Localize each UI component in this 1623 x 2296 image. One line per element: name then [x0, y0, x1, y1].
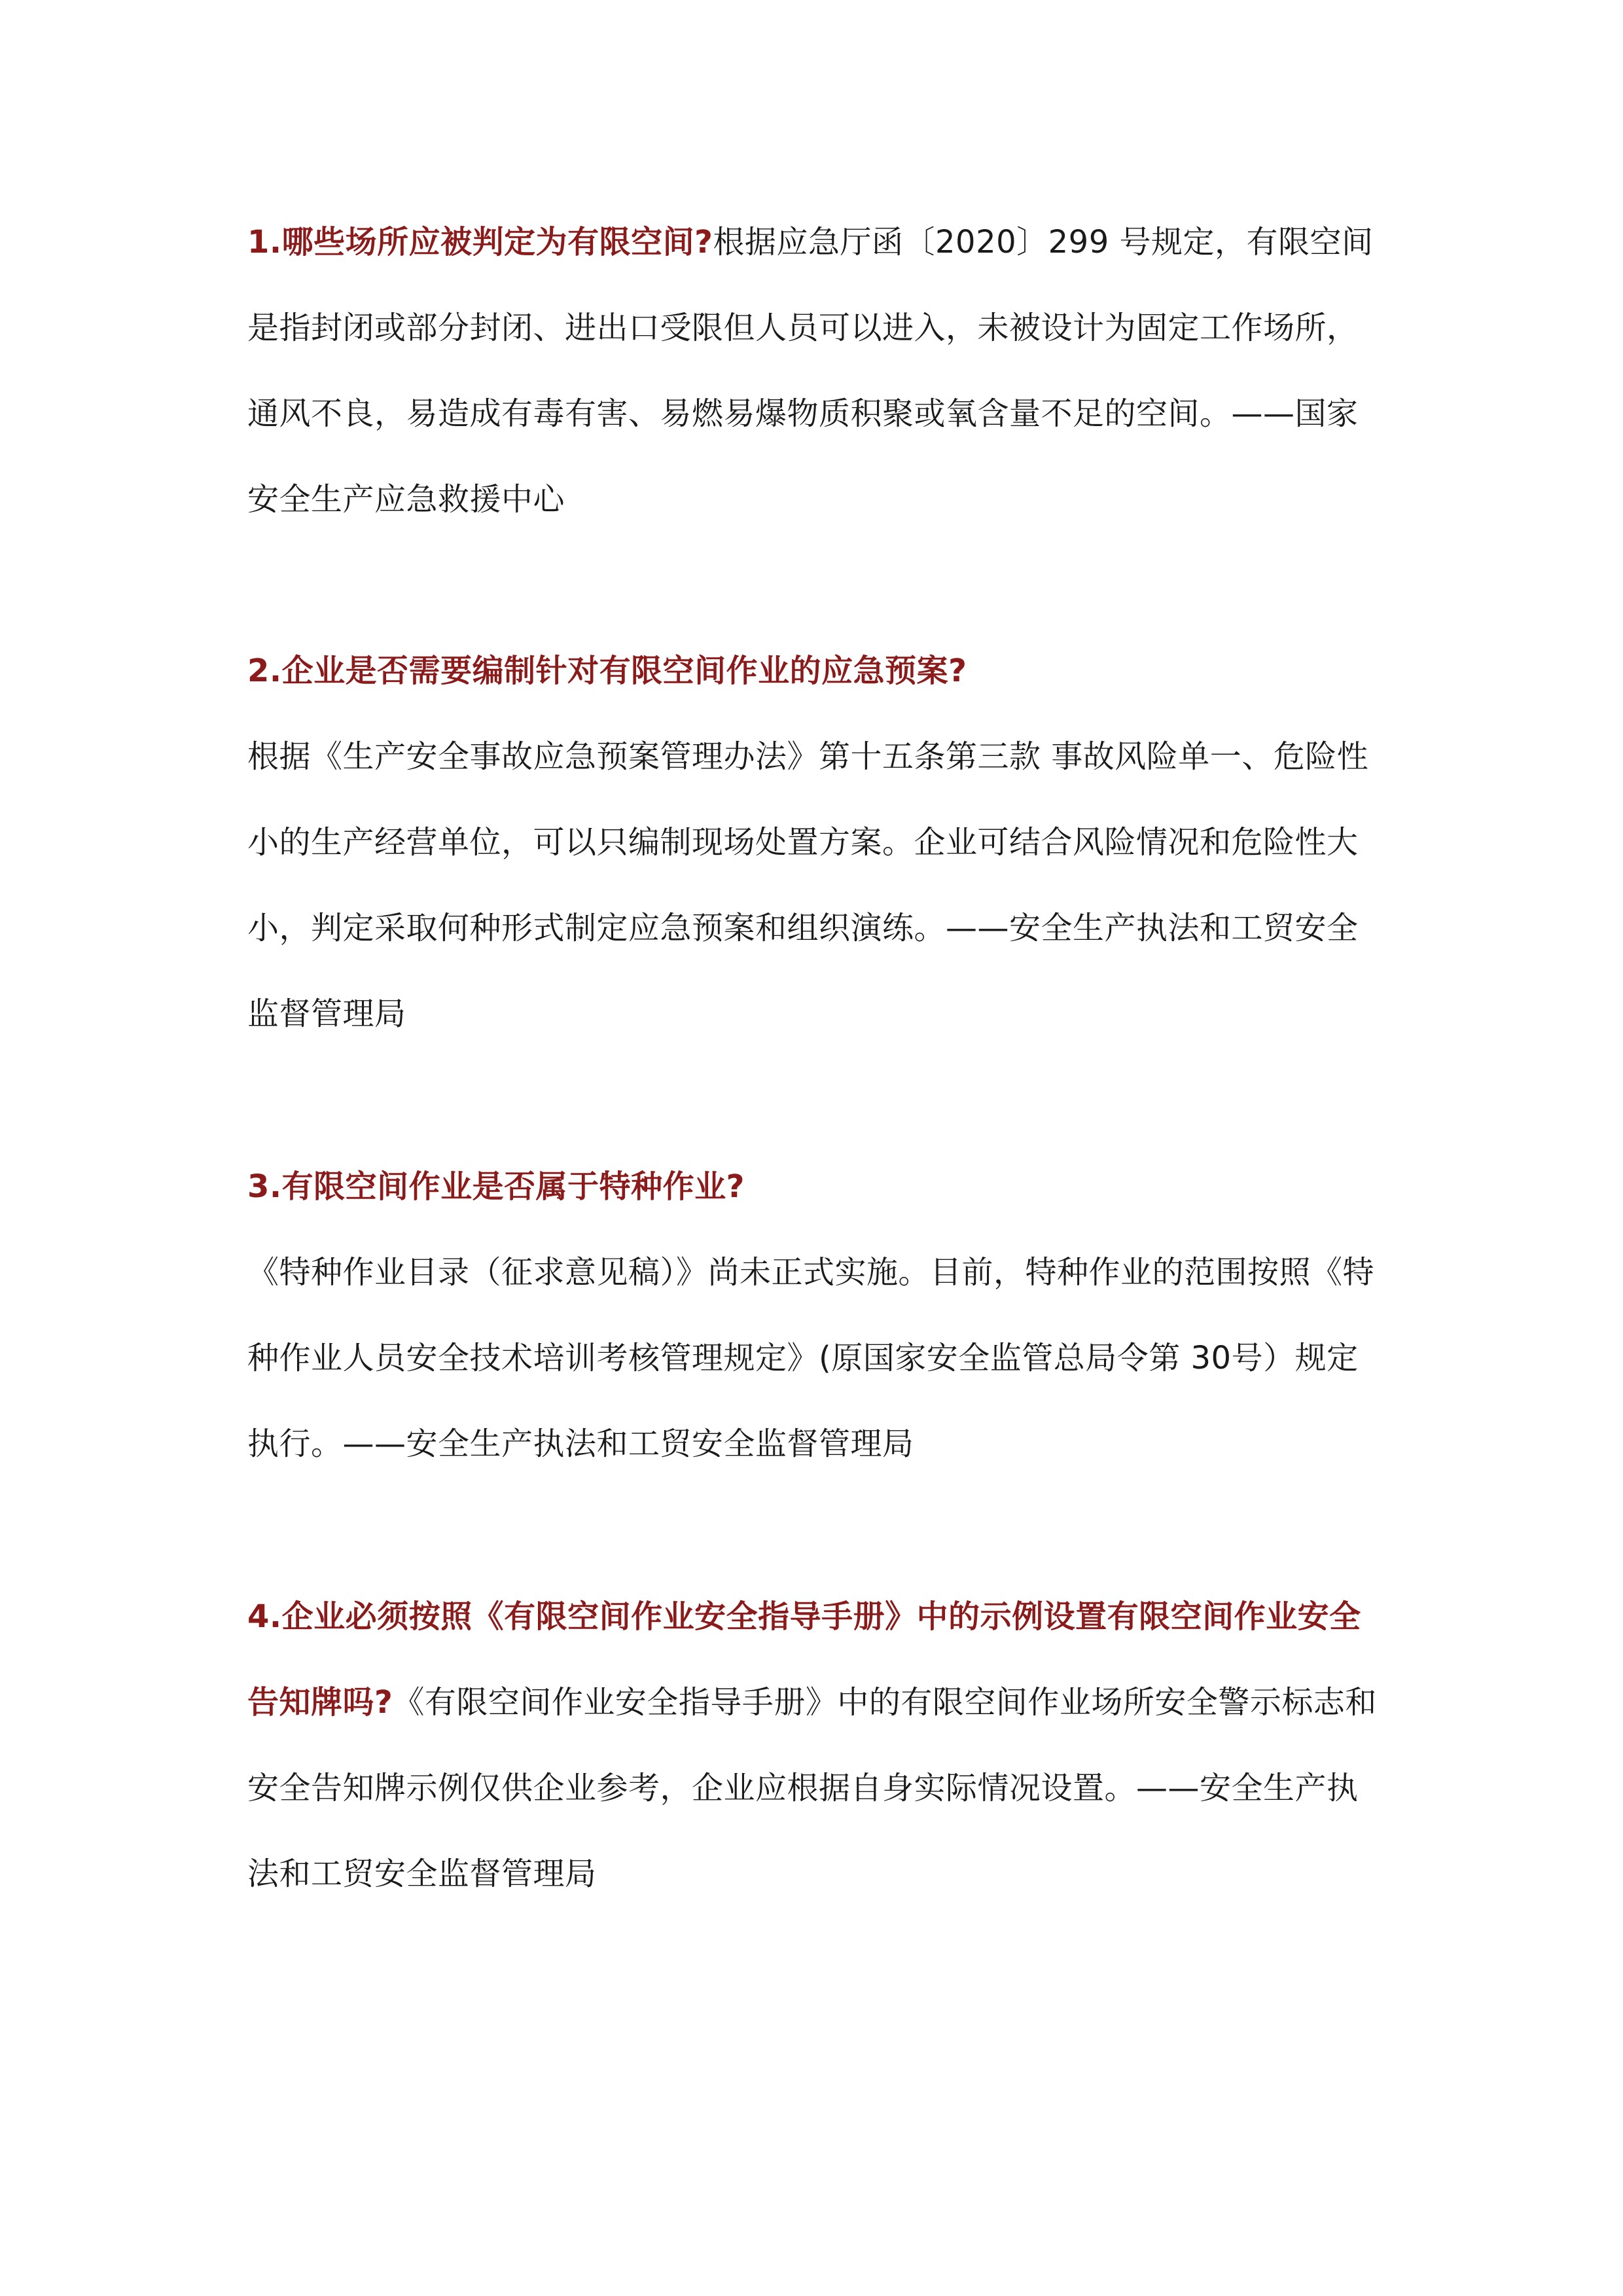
qa-item-2	[247, 628, 1378, 1057]
qa-item-4	[247, 1574, 1378, 1917]
answer-3: 《特种作业目录（征求意见稿）》尚未正式实施。目前，特种作业的范围按照《特种作业人员安全技术培训考核管理规定》(原国家安全监管总局令第 30号）规定执行。——安全生产执法和工贸安全监督管理局	[247, 1254, 1375, 1462]
question-1: 1.哪些场所应被判定为有限空间?	[247, 224, 713, 260]
answer-2: 根据《生产安全事故应急预案管理办法》第十五条第三款 事故风险单一、危险性小的生产经营单位，可以只编制现场处置方案。企业可结合风险情况和危险性大小，判定采取何种形式制定应急预案和组织演练。——安全生产执法和工贸安全监督管理局	[247, 738, 1369, 1032]
question-4: 4.企业必须按照《有限空间作业安全指导手册》中的示例设置有限空间作业安全告知牌吗?	[247, 1598, 1361, 1721]
answer-4: 《有限空间作业安全指导手册》中的有限空间作业场所安全警示标志和安全告知牌示例仅供企业参考，企业应根据自身实际情况设置。——安全生产执法和工贸安全监督管理局	[247, 1684, 1377, 1892]
question-2: 2.企业是否需要编制针对有限空间作业的应急预案?	[247, 653, 967, 689]
answer-1: 根据应急厅函〔2020〕299 号规定，有限空间是指封闭或部分封闭、进出口受限但人员可以进入，未被设计为固定工作场所，通风不良，易造成有毒有害、易燃易爆物质积聚或氧含量不足的空间。——国家安全生产应急救援中心	[247, 224, 1374, 518]
question-3: 3.有限空间作业是否属于特种作业?	[247, 1168, 745, 1205]
qa-item-3	[247, 1144, 1378, 1487]
qa-item-1	[247, 200, 1378, 543]
